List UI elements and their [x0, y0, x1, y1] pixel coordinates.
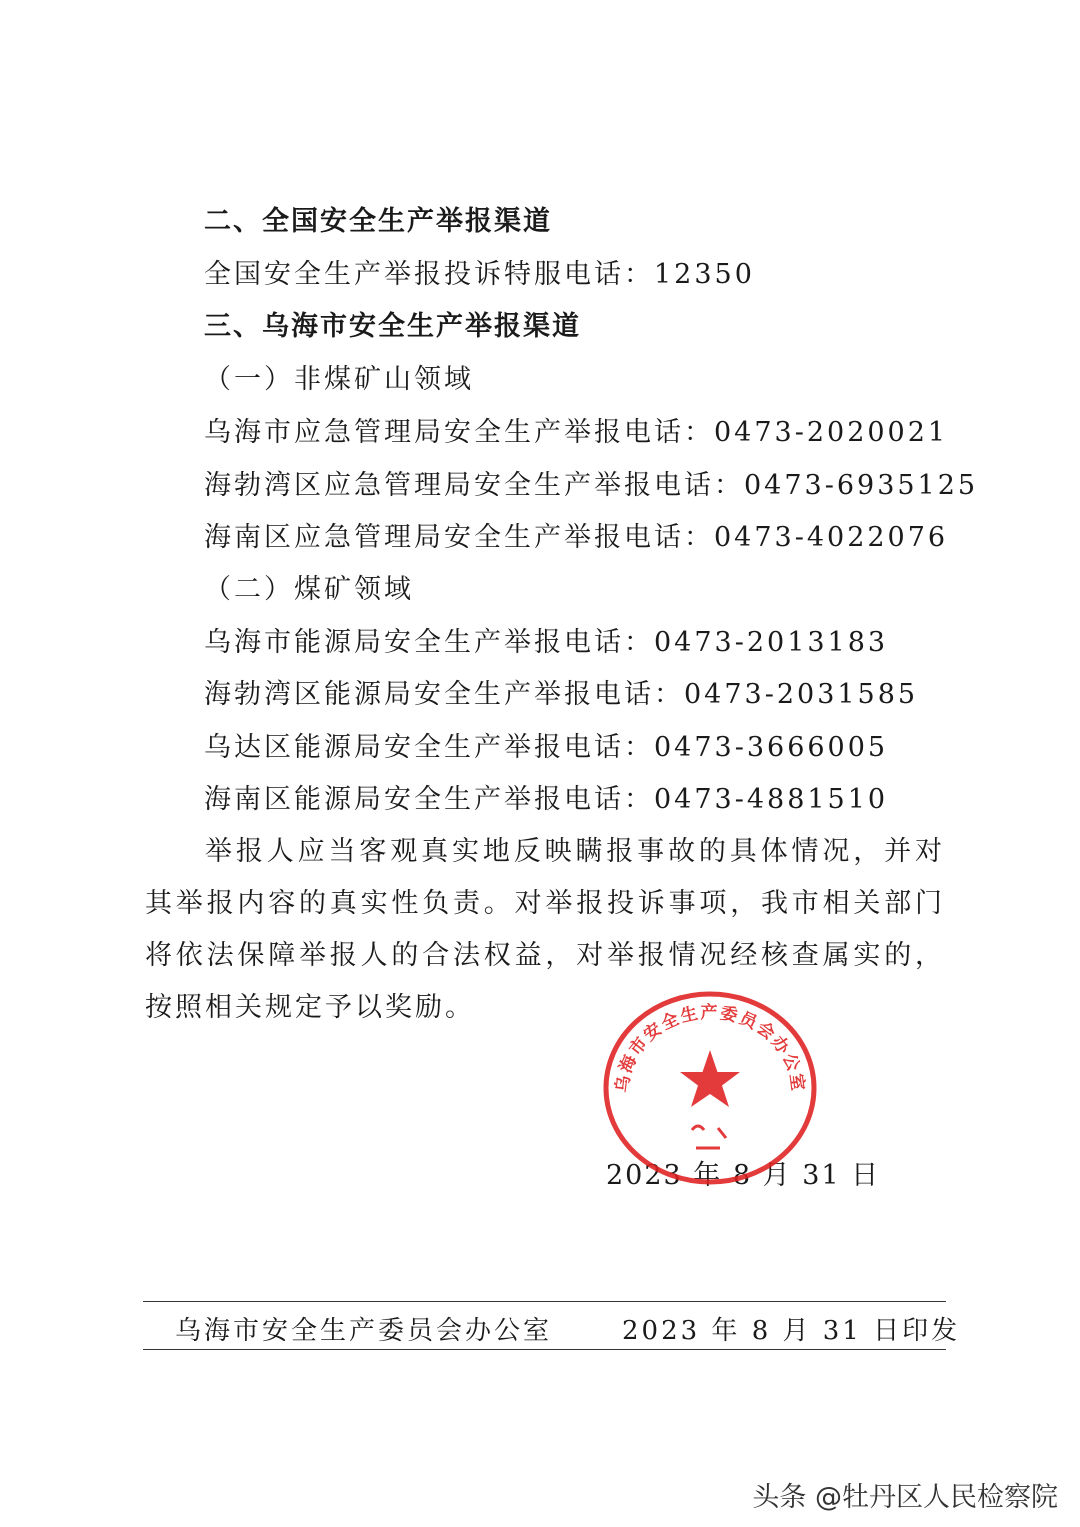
- footer-issuing-office: 乌海市安全生产委员会办公室: [175, 1316, 553, 1346]
- coal-line: 海南区能源局安全生产举报电话：0473-4881510: [204, 784, 889, 815]
- subsection-coal-title: （二）煤矿领域: [204, 574, 414, 605]
- signature-date: 2023 年 8 月 31 日: [606, 1160, 881, 1191]
- coal-line: 乌海市能源局安全生产举报电话：0473-2013183: [204, 627, 889, 658]
- subsection-non-coal-title: （一）非煤矿山领域: [204, 364, 474, 395]
- footer-issue-date: 2023 年 8 月 31 日印发: [622, 1316, 961, 1346]
- official-seal: [600, 988, 820, 1188]
- coal-line: 乌达区能源局安全生产举报电话：0473-3666005: [204, 732, 889, 763]
- non-coal-line: 海南区应急管理局安全生产举报电话：0473-4022076: [204, 522, 949, 553]
- non-coal-line: 乌海市应急管理局安全生产举报电话：0473-2020021: [204, 417, 949, 448]
- closing-paragraph: 举报人应当客观真实地反映瞒报事故的具体情况，并对其举报内容的真实性负责。对举报投诉事项，我市相关部门将依法保障举报人的合法权益，对举报情况经核查属实的，按照相关规定予以奖励。: [145, 836, 945, 1023]
- footer-rule-top: [143, 1301, 946, 1302]
- source-watermark: 头条 @牡丹区人民检察院: [752, 1482, 1058, 1513]
- coal-line: 海勃湾区能源局安全生产举报电话：0473-2031585: [204, 679, 919, 710]
- footer-rule-bottom: [143, 1349, 946, 1350]
- national-hotline: 全国安全生产举报投诉特服电话：12350: [204, 259, 755, 290]
- section-2-heading: 二、全国安全生产举报渠道: [204, 206, 552, 237]
- section-3-heading: 三、乌海市安全生产举报渠道: [204, 311, 581, 342]
- non-coal-line: 海勃湾区应急管理局安全生产举报电话：0473-6935125: [204, 470, 979, 501]
- seal-star-icon: [680, 1050, 740, 1107]
- svg-text:乌海市安全生产委员会办公室: 乌海市安全生产委员会办公室: [612, 1003, 808, 1094]
